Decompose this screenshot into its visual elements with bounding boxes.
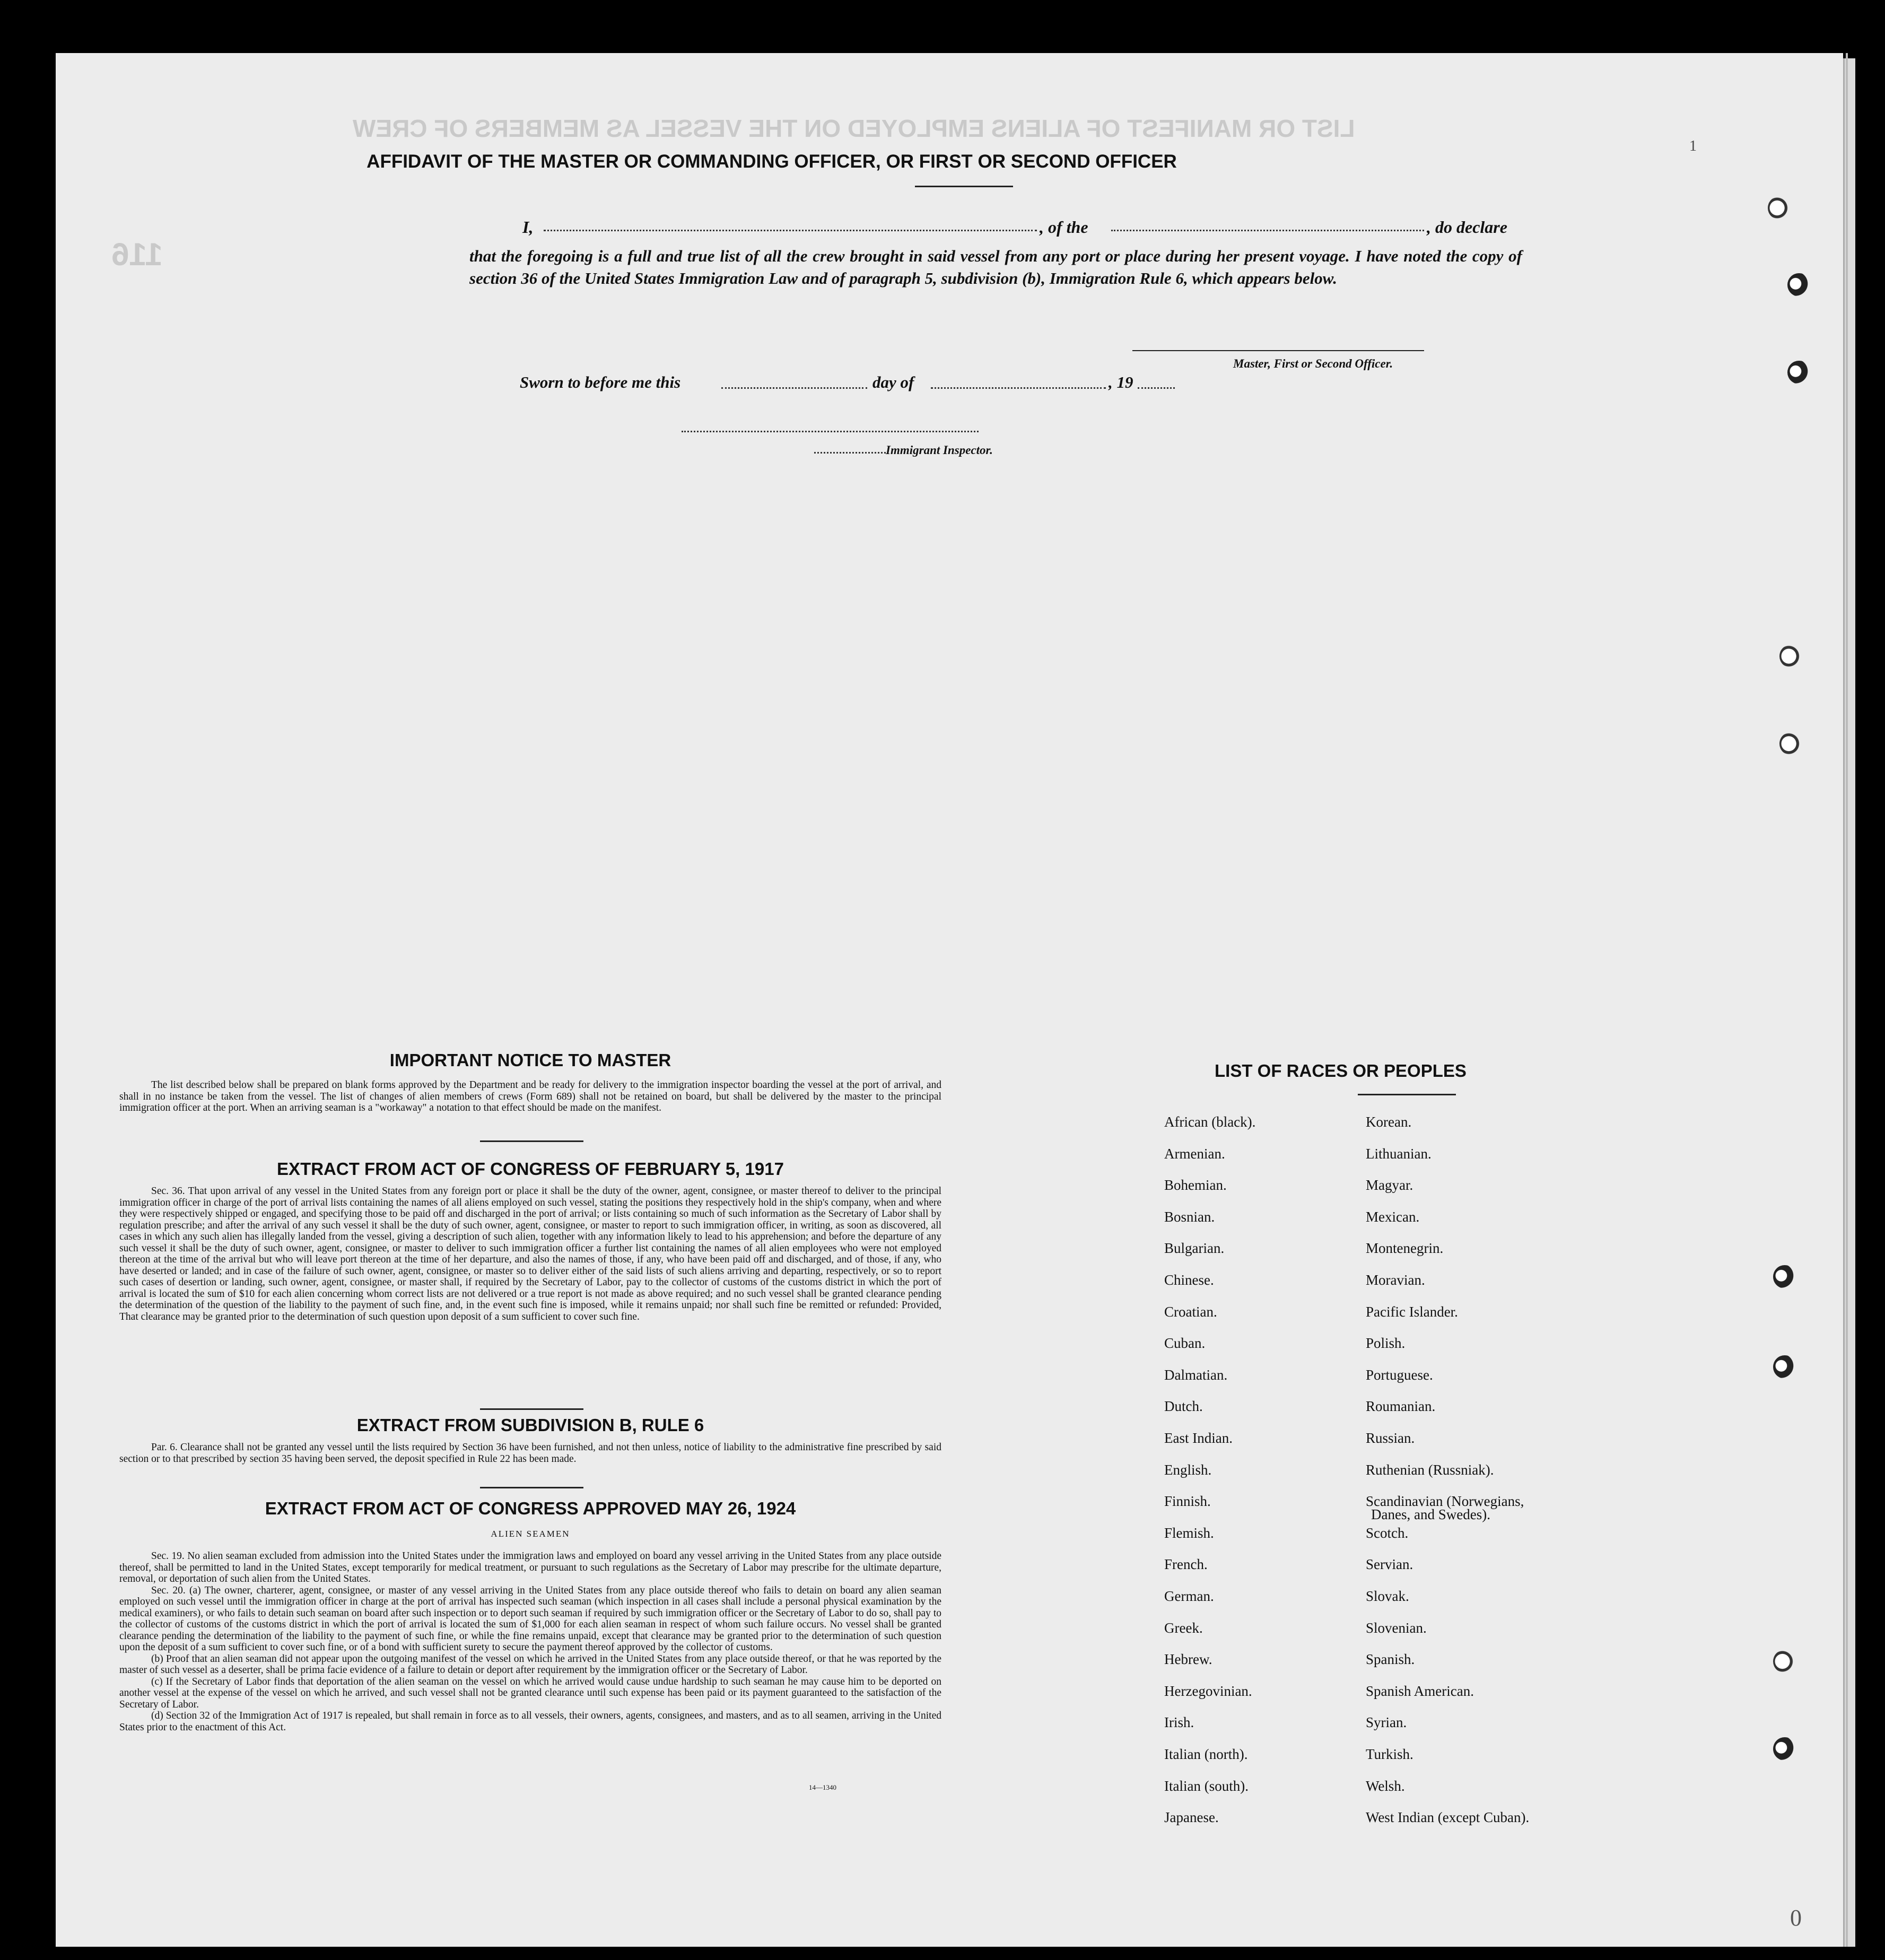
races-title: LIST OF RACES OR PEOPLES xyxy=(1215,1061,1467,1081)
race-item: Italian (south). xyxy=(1164,1778,1249,1794)
race-item: Hebrew. xyxy=(1164,1651,1212,1668)
race-item: Slovenian. xyxy=(1366,1619,1427,1636)
punch-hole xyxy=(1779,644,1803,668)
race-item: Syrian. xyxy=(1366,1714,1407,1731)
margin-line xyxy=(1846,53,1848,1947)
affidavit-declare: , do declare xyxy=(1427,217,1507,237)
notice-rule xyxy=(480,1140,583,1142)
page-number: 1 xyxy=(1689,138,1697,154)
punch-hole xyxy=(1773,1737,1796,1761)
race-item: Scandinavian (Norwegians, xyxy=(1366,1493,1524,1510)
signature-line xyxy=(1132,350,1424,351)
inspector-label: Immigrant Inspector. xyxy=(886,443,993,457)
race-item: Welsh. xyxy=(1366,1778,1405,1794)
rule6-title: EXTRACT FROM SUBDIVISION B, RULE 6 xyxy=(356,1415,704,1435)
race-item: Russian. xyxy=(1366,1430,1415,1446)
notice-text: The list described below shall be prepared on blank forms approved by the Department and be ready for delivery to the immigration inspector boarding the vessel at the port of arrival, and shall in no instance be taken from the vessel. The list of changes of alien members of crews (Form 689) shall not be retained on board, but shall be delivered by the master to the principal immigration officer at the port. When an arriving seaman is a "workaway" a notation to that effect should be made on the manifest. xyxy=(119,1079,941,1113)
race-item: Pacific Islander. xyxy=(1366,1303,1458,1320)
race-item: Korean. xyxy=(1366,1114,1412,1130)
race-item: Bulgarian. xyxy=(1164,1240,1225,1257)
notice-title: IMPORTANT NOTICE TO MASTER xyxy=(389,1050,671,1070)
race-item: Bohemian. xyxy=(1164,1177,1227,1194)
race-item: Moravian. xyxy=(1366,1272,1425,1288)
affidavit-i: I, xyxy=(522,217,534,237)
race-item: French. xyxy=(1164,1556,1208,1573)
race-item: Croatian. xyxy=(1164,1303,1217,1320)
day-line xyxy=(721,387,867,389)
act1924-subtitle: ALIEN SEAMEN xyxy=(491,1529,570,1539)
race-item: English. xyxy=(1164,1461,1212,1478)
race-scandinavian-continued: Danes, and Swedes). xyxy=(1371,1506,1490,1522)
affidavit-title: AFFIDAVIT OF THE MASTER OR COMMANDING OFFICER, OR FIRST OR SECOND OFFICER xyxy=(366,151,1177,172)
race-item: German. xyxy=(1164,1588,1214,1604)
act1924-title: EXTRACT FROM ACT OF CONGRESS APPROVED MAY 26, 1924 xyxy=(265,1499,796,1518)
race-item: Portuguese. xyxy=(1366,1366,1433,1383)
punch-hole xyxy=(1773,1265,1796,1288)
form-number: 14—1340 xyxy=(809,1783,836,1791)
bleed-through-number: 116 xyxy=(111,237,163,272)
race-item: Flemish. xyxy=(1164,1525,1214,1541)
race-item: Turkish. xyxy=(1366,1746,1413,1762)
race-item: Slovak. xyxy=(1366,1588,1409,1604)
race-item: Chinese. xyxy=(1164,1272,1214,1288)
races-rule xyxy=(1358,1094,1456,1095)
punch-hole xyxy=(1787,361,1811,384)
sworn-text: Sworn to before me this xyxy=(520,373,681,391)
race-item: Magyar. xyxy=(1366,1177,1413,1194)
race-item: Roumanian. xyxy=(1366,1398,1436,1415)
race-item: Mexican. xyxy=(1366,1208,1420,1225)
punch-hole xyxy=(1773,1650,1796,1673)
race-item: Dalmatian. xyxy=(1164,1366,1228,1383)
race-item: Greek. xyxy=(1164,1619,1203,1636)
race-item: Cuban. xyxy=(1164,1335,1206,1352)
rule6-rule-top xyxy=(480,1408,583,1410)
race-item: West Indian (except Cuban). xyxy=(1366,1809,1530,1826)
affidavit-of-the: , of the xyxy=(1040,217,1088,237)
race-item: Lithuanian. xyxy=(1366,1145,1432,1162)
race-item: Scotch. xyxy=(1366,1525,1409,1541)
day-of: day of xyxy=(872,373,914,391)
race-item: Dutch. xyxy=(1164,1398,1203,1415)
race-item: Ruthenian (Russniak). xyxy=(1366,1461,1494,1478)
race-item: Herzegovinian. xyxy=(1164,1683,1252,1699)
vessel-line xyxy=(1111,230,1424,231)
race-item: Spanish American. xyxy=(1366,1683,1474,1699)
punch-hole xyxy=(1773,1355,1796,1379)
rule6-rule-bottom xyxy=(480,1487,583,1488)
race-item: Spanish. xyxy=(1366,1651,1415,1668)
rule6-text: Par. 6. Clearance shall not be granted any vessel until the lists required by Section 36 have been furnished, and not then unless, notice of liability to the administrative fine prescribed by said section or to that prescribed by section 35 having been served, the deposit specified in Rule 22 has been made. xyxy=(119,1442,941,1465)
year-prefix: , 19 xyxy=(1109,373,1133,391)
page-edge xyxy=(1843,58,1855,1947)
race-item: African (black). xyxy=(1164,1114,1256,1130)
document-page xyxy=(56,53,1843,1947)
race-item: Japanese. xyxy=(1164,1809,1219,1826)
corner-numeral: 0 xyxy=(1790,1905,1802,1931)
race-item: Montenegrin. xyxy=(1366,1240,1444,1257)
title-rule xyxy=(915,186,1013,187)
race-item: Armenian. xyxy=(1164,1145,1225,1162)
punch-hole xyxy=(1768,196,1791,220)
race-item: Finnish. xyxy=(1164,1493,1211,1510)
race-item: Irish. xyxy=(1164,1714,1194,1731)
name-line xyxy=(544,230,1037,231)
inspector-line-2 xyxy=(814,452,886,454)
race-item: Bosnian. xyxy=(1164,1208,1215,1225)
race-item: Servian. xyxy=(1366,1556,1413,1573)
race-item: Polish. xyxy=(1366,1335,1406,1352)
act1924-text: Sec. 19. No alien seaman excluded from admission into the United States under the immigration laws and employed on board any vessel arriving in the United States from any place outside thereof, shall be permitted to land in the United States, except temporarily for medical treatment, or pursuant to such regulations as the Secretary of Labor may prescribe for the ultimate departure, removal, or deportation of such alien from the United States. Sec. 20. (a) The owner, charterer, agent, consignee, or master of any vessel arriving in the United States from any place outside thereof who fails to detain on board any alien seaman employed on such vessel until the immigration officer in charge at the port of arrival has inspected such seaman (which inspection in all cases shall include a personal physical examination by the medical examiners), or who fails to detain such seaman on board after such inspection or to deport such seaman if required by such immigration officer or the Secretary of Labor to do so, shall pay to the collector of customs of the customs district in which the port of arrival is located the sum of $1,000 for each alien seaman in respect of whom such failure occurs. No vessel shall be granted clearance pending the determination of the liability to the payment of such fine, or while the fine remains unpaid, except that clearance may be granted prior to the determination of such question upon the deposit of a sum sufficient to cover such fine, or of a bond with sufficient surety to secure the payment thereof approved by the collector of customs. (b) Proof that an alien seaman did not appear upon the outgoing manifest of the vessel on which he arrived in the United States from any place outside thereof, or that he was reported by the master of such vessel as a deserter, shall be prima facie evidence of a failure to detain or deport after requirement by the immigration officer or the Secretary of Labor. (c) If the Secretary of Labor finds that deportation of the alien seaman on the vessel on which he arrived would cause undue hardship to such seaman he may cause him to be deported on another vessel at the expense of the vessel on which he arrived, and such vessel shall not be granted clearance until such expense has been paid or its payment guaranteed to the satisfaction of the Secretary of Labor. (d) Section 32 of the Immigration Act of 1917 is repealed, but shall remain in force as to all vessels, their owners, agents, consignees, and masters, and as to all seamen, arriving in the United States prior to the enactment of this Act. xyxy=(119,1550,941,1733)
act1917-text: Sec. 36. That upon arrival of any vessel in the United States from any foreign port or place it shall be the duty of the owner, agent, consignee, or master thereof to deliver to the principal immigration officer in charge of the port of arrival lists containing the names of all aliens employed on such vessel, stating the positions they respectively hold in the ship's company, when and where they were respectively shipped or engaged, and specifying those to be paid off and discharged in the port of arrival; or lists containing so much of such information as the Secretary of Labor shall by regulation prescribe; and after the arrival of any such vessel it shall be the duty of such owner, agent, consignee, or master to report to such immigration officer, in writing, as soon as discovered, all cases in which any such alien has illegally landed from the vessel, giving a description of such alien, together with any information likely to lead to his apprehension; and before the departure of any such vessel it shall be the duty of such owner, agent, consignee, or master to deliver to such immigration officer a further list containing the names of all alien employees who were not employed thereon at the time of the arrival but who will leave port thereon at the time of her departure, and also the names of those, if any, who have been paid off and discharged, and of those, if any, who have deserted or landed; and in case of the failure of such owner, agent, consignee, or master so to deliver either of the said lists of such aliens arriving and departing, respectively, or so to report such cases of desertion or landing, such owner, agent, consignee, or master shall, if required by the Secretary of Labor, pay to the collector of customs of the customs district in which the port of arrival is located the sum of $10 for each alien concerning whom correct lists are not delivered or a true report is not made as above required; and no such vessel shall be granted clearance pending the determination of the question of the liability to the payment of such fine, and, in the event such fine is imposed, while it remains unpaid; nor shall such fine be remitted or refunded: Provided, That clearance may be granted prior to the determination of such question upon deposit of a sum sufficient to cover such fine. xyxy=(119,1186,941,1322)
act1917-title: EXTRACT FROM ACT OF CONGRESS OF FEBRUARY 5, 1917 xyxy=(277,1159,784,1179)
signature-label: Master, First or Second Officer. xyxy=(1233,357,1393,370)
race-item: East Indian. xyxy=(1164,1430,1233,1446)
inspector-line-1 xyxy=(682,431,979,432)
year-line xyxy=(1138,387,1175,389)
month-line xyxy=(931,387,1106,389)
bleed-through-header: LIST OR MANIFEST OF ALIENS EMPLOYED ON THE VESSEL AS MEMBERS OF CREW xyxy=(353,115,1355,142)
race-item: Italian (north). xyxy=(1164,1746,1248,1762)
affidavit-body: that the foregoing is a full and true list of all the crew brought in said vessel from any port or place during her present voyage. I have noted the copy of section 36 of the United States Immigration Law and of paragraph 5, subdivision (b), Immigration Rule 6, which appears below. xyxy=(469,247,1522,288)
punch-hole xyxy=(1779,732,1803,755)
punch-hole xyxy=(1787,273,1811,297)
